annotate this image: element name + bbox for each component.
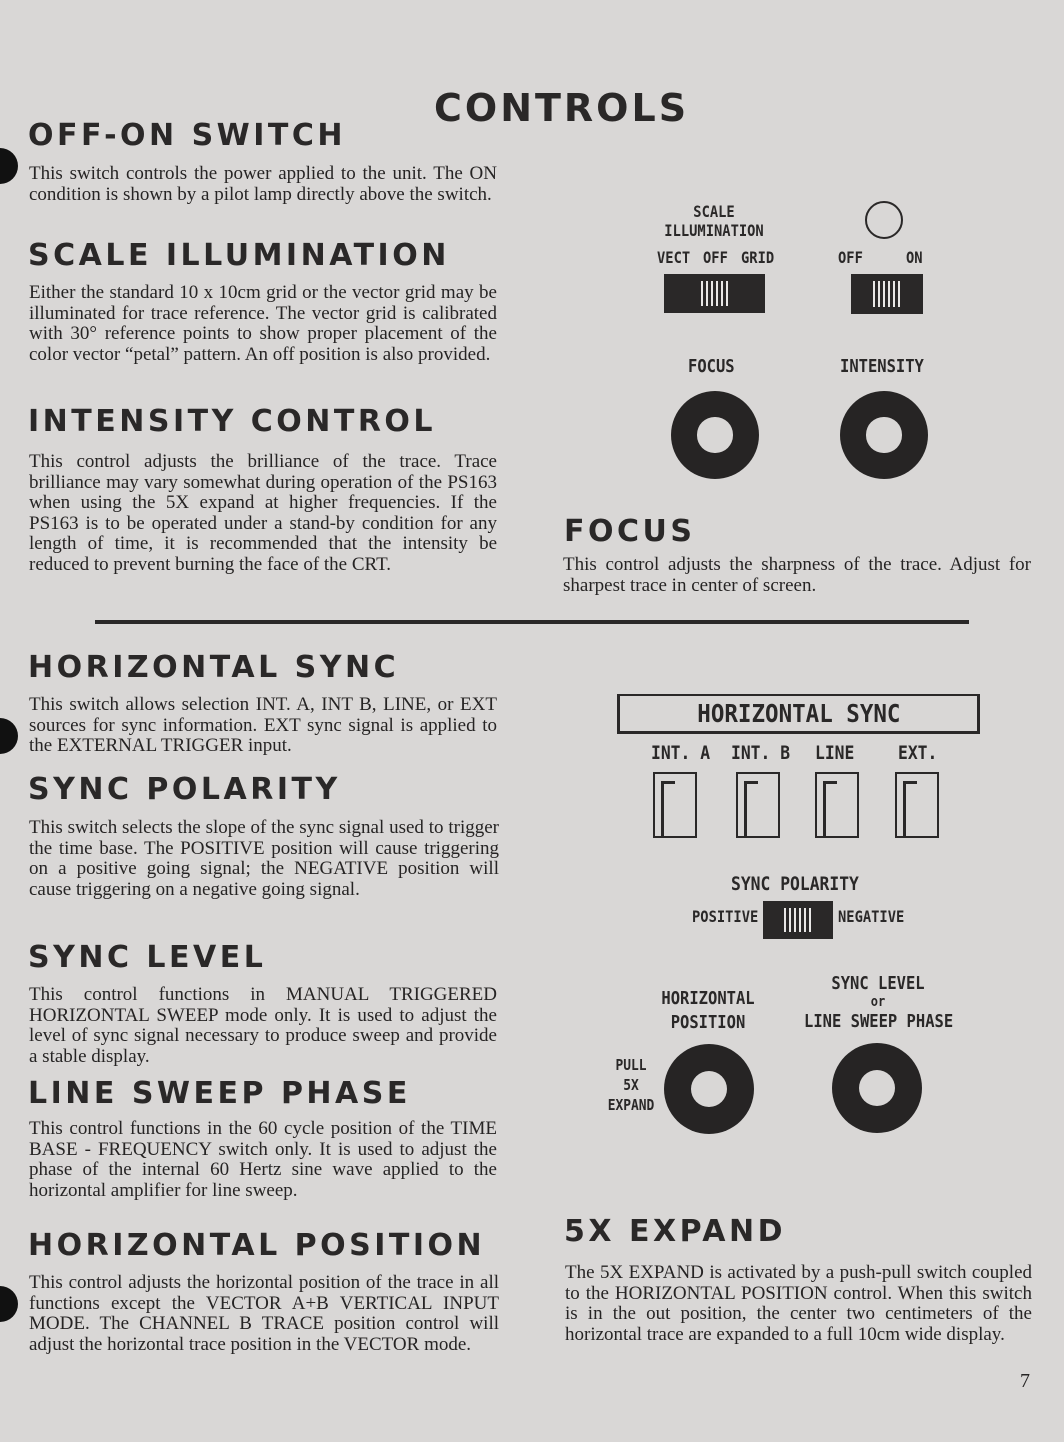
scale-illumination-switch[interactable] (664, 274, 765, 313)
sync-int-b-button[interactable] (736, 772, 780, 838)
heading-sync-polarity: SYNC POLARITY (28, 772, 341, 807)
heading-horizontal-position: HORIZONTAL POSITION (28, 1228, 486, 1263)
text-scale-illumination: Either the standard 10 x 10cm grid or the vector grid may be illuminated for trace reference. The vector grid is calibrated with 30° reference points to show proper placement of the color vector “petal” pattern. An off position is also provided. (29, 282, 497, 365)
intensity-label: INTENSITY (840, 356, 924, 377)
sync-polarity-label: SYNC POLARITY (731, 873, 859, 895)
power-off-label: OFF (838, 248, 863, 267)
sync-source-label-ext: EXT. (898, 742, 938, 764)
heading-5x-expand: 5X EXPAND (564, 1214, 787, 1249)
scale-position-grid: GRID (741, 248, 775, 267)
switch-grip (873, 281, 901, 307)
panel-title-text: HORIZONTAL SYNC (696, 699, 901, 728)
horizontal-position-label: HORIZONTAL POSITION (661, 988, 755, 1033)
focus-knob[interactable] (671, 391, 759, 479)
binding-hole-mark (0, 1286, 18, 1322)
text-focus: This control adjusts the sharpness of the trace. Adjust for sharpest trace in center of screen. (563, 554, 1031, 596)
pilot-lamp-icon (865, 201, 903, 239)
heading-intensity-control: INTENSITY CONTROL (28, 404, 437, 439)
text-intensity-control: This control adjusts the brilliance of the trace. Trace brilliance may vary somewhat during operation of the PS163 when using the 5X expand at higher frequencies. If the PS163 is to be operated under a stand-by condition for any length of time, it is recommended that the intensity be reduced to prevent burning the face of the CRT. (29, 451, 497, 575)
sync-int-a-button[interactable] (653, 772, 697, 838)
pull-5x-expand-label: PULL 5X EXPAND (607, 1056, 655, 1114)
text-sync-level: This control functions in MANUAL TRIGGERED HORIZONTAL SWEEP mode only. It is used to adjust the level of sync signal necessary to produce sweep and provide a stable display. (29, 984, 497, 1067)
text-line-sweep-phase: This control functions in the 60 cycle position of the TIME BASE - FREQUENCY switch only. It is used to adjust the phase of the internal 60 Hertz sine wave applied to the horizontal amplifier for line sweep. (29, 1118, 497, 1201)
binding-hole-mark (0, 148, 18, 184)
scale-position-vect: VECT (657, 248, 691, 267)
page-title: CONTROLS (434, 86, 690, 130)
sync-ext-button[interactable] (895, 772, 939, 838)
sync-source-label-line: LINE (815, 742, 855, 764)
text-horizontal-position: This control adjusts the horizontal position of the trace in all functions except the VECTOR A+B VERTICAL INPUT MODE. The CHANNEL B TRACE position control will adjust the horizontal trace position in the VECTOR mode. (29, 1272, 499, 1355)
text-sync-polarity: This switch selects the slope of the sync signal used to trigger the time base. The POSITIVE position will cause triggering on a positive going signal; the NEGATIVE position will cause triggering on a negative going signal. (29, 817, 499, 900)
polarity-negative-label: NEGATIVE (838, 907, 905, 926)
heading-off-on-switch: OFF-ON SWITCH (28, 118, 347, 153)
sync-line-button[interactable] (815, 772, 859, 838)
scale-position-off: OFF (703, 248, 728, 267)
sync-source-label-int-b: INT. B (731, 742, 791, 764)
sync-source-label-int-a: INT. A (651, 742, 711, 764)
sync-level-knob[interactable] (832, 1043, 922, 1133)
sync-level-label: SYNC LEVEL or LINE SWEEP PHASE (804, 973, 954, 1032)
scale-illumination-label: SCALE ILLUMINATION (664, 202, 764, 240)
section-divider (95, 620, 969, 624)
switch-grip (701, 281, 729, 306)
text-5x-expand: The 5X EXPAND is activated by a push-pull switch coupled to the HORIZONTAL POSITION control. When this switch is in the out position, the center two centimeters of the horizontal trace are expanded to a full 10cm wide display. (565, 1262, 1032, 1345)
heading-sync-level: SYNC LEVEL (28, 940, 267, 975)
power-switch[interactable] (851, 274, 923, 314)
horizontal-sync-panel-title (617, 694, 980, 734)
heading-line-sweep-phase: LINE SWEEP PHASE (28, 1076, 411, 1111)
heading-horizontal-sync: HORIZONTAL SYNC (28, 650, 400, 685)
sync-polarity-switch[interactable] (763, 901, 833, 939)
heading-focus: FOCUS (564, 514, 696, 549)
power-on-label: ON (906, 248, 923, 267)
focus-label: FOCUS (688, 356, 735, 377)
switch-grip (784, 908, 812, 932)
heading-scale-illumination: SCALE ILLUMINATION (28, 238, 450, 273)
text-horizontal-sync: This switch allows selection INT. A, INT B, LINE, or EXT sources for sync information. EXT sync signal is applied to the EXTERNAL TRIGGER input. (29, 694, 497, 757)
page-number: 7 (1020, 1370, 1030, 1392)
binding-hole-mark (0, 718, 18, 754)
intensity-knob[interactable] (840, 391, 928, 479)
text-off-on-switch: This switch controls the power applied to the unit. The ON condition is shown by a pilot lamp directly above the switch. (29, 163, 497, 205)
polarity-positive-label: POSITIVE (692, 907, 759, 926)
horizontal-position-knob[interactable] (664, 1044, 754, 1134)
